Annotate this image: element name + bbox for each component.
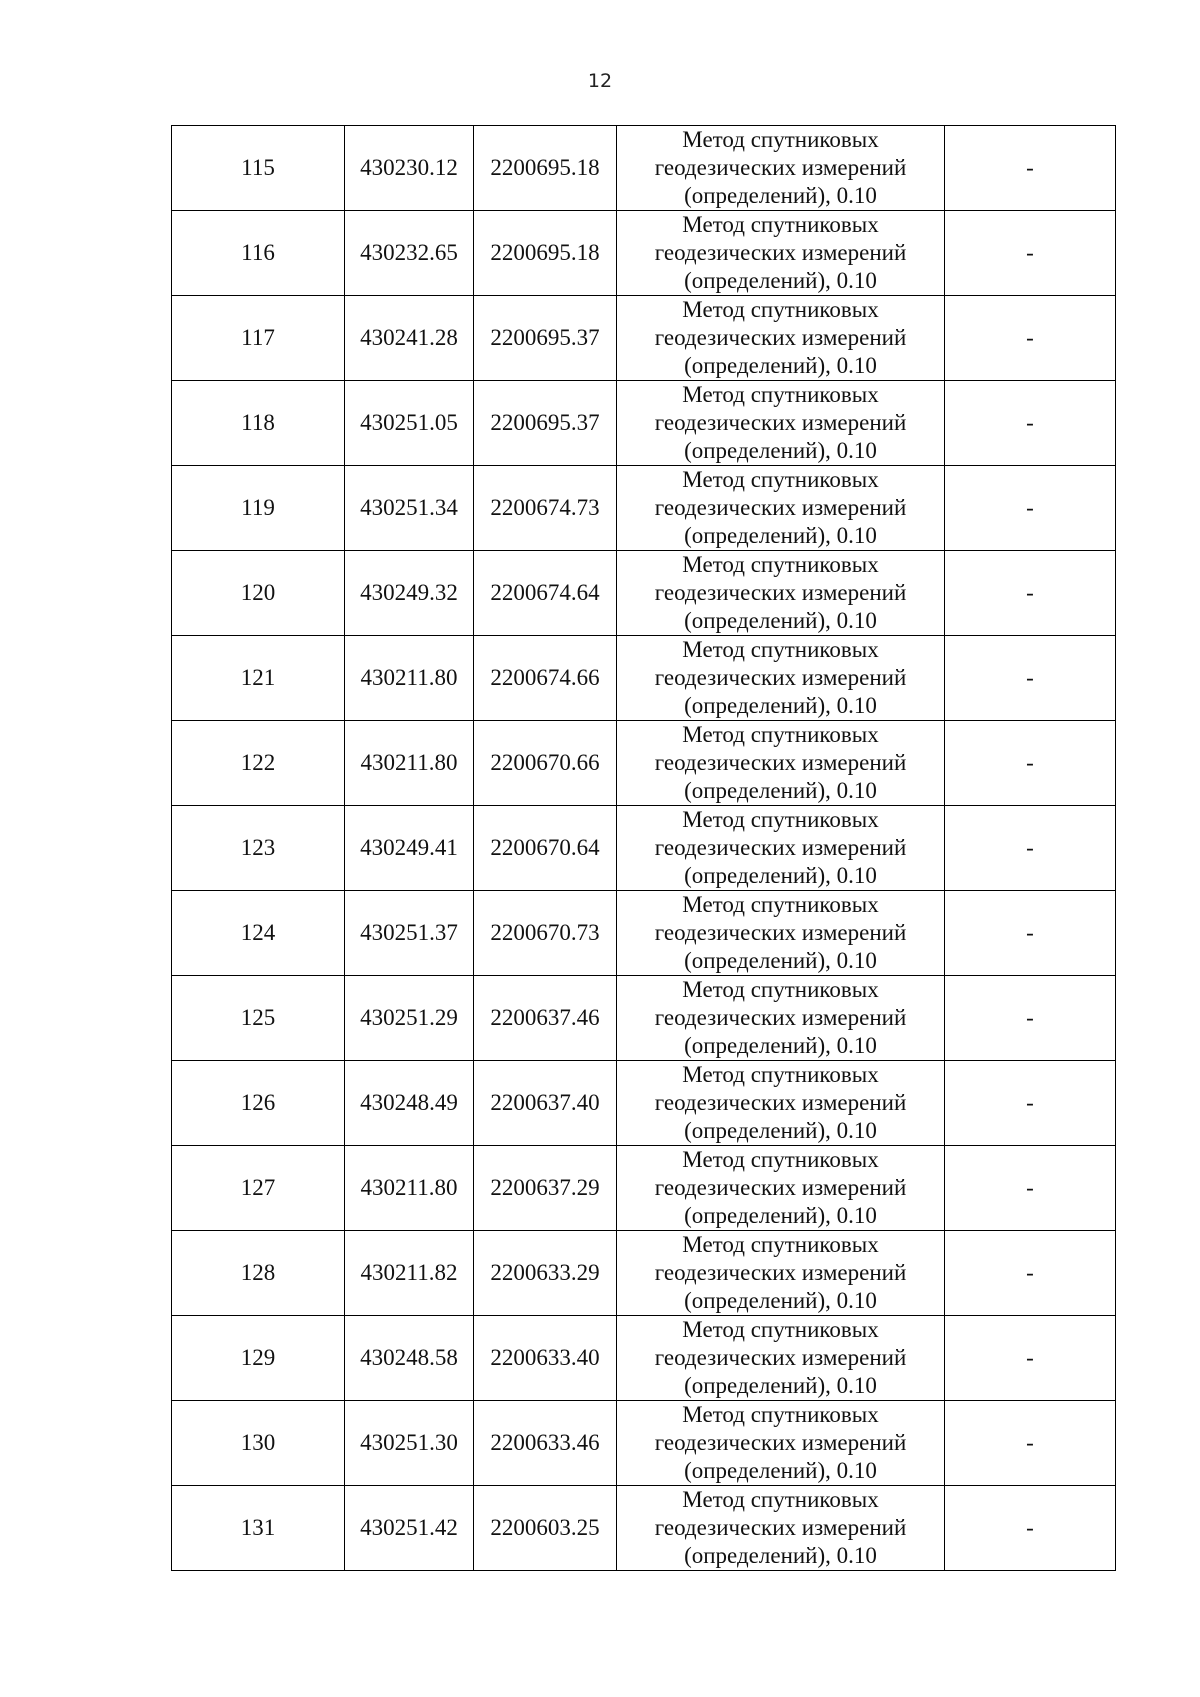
method-accuracy-cell — [617, 1061, 945, 1146]
method-line: (определений), 0.10 — [684, 523, 877, 548]
method-accuracy-cell — [617, 721, 945, 806]
method-accuracy-cell — [617, 296, 945, 381]
point-number-cell: 126 — [172, 1061, 345, 1146]
method-line: (определений), 0.10 — [684, 1373, 877, 1398]
method-line: (определений), 0.10 — [684, 1543, 877, 1568]
point-number-cell: 130 — [172, 1401, 345, 1486]
table-row — [172, 211, 1116, 296]
table-row — [172, 1486, 1116, 1571]
note-cell: - — [945, 721, 1116, 806]
y-coordinate-cell: 2200633.46 — [474, 1401, 617, 1486]
x-coordinate-cell: 430248.58 — [345, 1316, 474, 1401]
method-line: геодезических измерений — [654, 325, 907, 350]
point-number-cell: 117 — [172, 296, 345, 381]
table-row — [172, 1401, 1116, 1486]
table-row — [172, 551, 1116, 636]
method-line: геодезических измерений — [654, 155, 907, 180]
point-number-cell: 125 — [172, 976, 345, 1061]
method-line: (определений), 0.10 — [684, 863, 877, 888]
method-accuracy-cell — [617, 1231, 945, 1316]
x-coordinate-cell: 430211.80 — [345, 1146, 474, 1231]
table-row — [172, 636, 1116, 721]
method-accuracy-cell — [617, 1146, 945, 1231]
method-accuracy-cell — [617, 1316, 945, 1401]
note-cell: - — [945, 1061, 1116, 1146]
note-cell: - — [945, 1231, 1116, 1316]
y-coordinate-cell: 2200695.18 — [474, 211, 617, 296]
method-line: Метод спутниковых — [682, 1147, 879, 1172]
method-line: (определений), 0.10 — [684, 608, 877, 633]
method-line: геодезических измерений — [654, 1345, 907, 1370]
y-coordinate-cell: 2200637.40 — [474, 1061, 617, 1146]
point-number-cell: 115 — [172, 126, 345, 211]
note-cell: - — [945, 1401, 1116, 1486]
method-line: (определений), 0.10 — [684, 693, 877, 718]
y-coordinate-cell: 2200674.73 — [474, 466, 617, 551]
table-row — [172, 1146, 1116, 1231]
point-number-cell: 122 — [172, 721, 345, 806]
method-line: (определений), 0.10 — [684, 183, 877, 208]
y-coordinate-cell: 2200633.29 — [474, 1231, 617, 1316]
table-row — [172, 721, 1116, 806]
method-line: геодезических измерений — [654, 580, 907, 605]
table-row — [172, 891, 1116, 976]
point-number-cell: 120 — [172, 551, 345, 636]
method-line: (определений), 0.10 — [684, 1033, 877, 1058]
point-number-cell: 123 — [172, 806, 345, 891]
note-cell: - — [945, 466, 1116, 551]
method-line: (определений), 0.10 — [684, 1288, 877, 1313]
method-line: геодезических измерений — [654, 495, 907, 520]
method-line: Метод спутниковых — [682, 722, 879, 747]
note-cell: - — [945, 126, 1116, 211]
note-cell: - — [945, 381, 1116, 466]
method-line: (определений), 0.10 — [684, 1203, 877, 1228]
method-line: (определений), 0.10 — [684, 353, 877, 378]
method-line: Метод спутниковых — [682, 1232, 879, 1257]
method-line: Метод спутниковых — [682, 467, 879, 492]
method-line: геодезических измерений — [654, 240, 907, 265]
method-line: Метод спутниковых — [682, 297, 879, 322]
note-cell: - — [945, 1146, 1116, 1231]
method-line: (определений), 0.10 — [684, 268, 877, 293]
method-line: (определений), 0.10 — [684, 948, 877, 973]
x-coordinate-cell: 430249.32 — [345, 551, 474, 636]
note-cell: - — [945, 296, 1116, 381]
point-number-cell: 124 — [172, 891, 345, 976]
method-accuracy-cell — [617, 1401, 945, 1486]
point-number-cell: 128 — [172, 1231, 345, 1316]
method-line: (определений), 0.10 — [684, 1458, 877, 1483]
table-row — [172, 976, 1116, 1061]
method-line: Метод спутниковых — [682, 807, 879, 832]
x-coordinate-cell: 430232.65 — [345, 211, 474, 296]
method-line: геодезических измерений — [654, 410, 907, 435]
method-line: геодезических измерений — [654, 1090, 907, 1115]
x-coordinate-cell: 430211.80 — [345, 636, 474, 721]
method-line: геодезических измерений — [654, 835, 907, 860]
table-row — [172, 1231, 1116, 1316]
table-row — [172, 381, 1116, 466]
table-row — [172, 1061, 1116, 1146]
coordinates-table-body — [172, 126, 1116, 1571]
method-accuracy-cell — [617, 211, 945, 296]
method-line: геодезических измерений — [654, 1515, 907, 1540]
note-cell: - — [945, 636, 1116, 721]
y-coordinate-cell: 2200670.64 — [474, 806, 617, 891]
method-accuracy-cell — [617, 806, 945, 891]
method-line: Метод спутниковых — [682, 1317, 879, 1342]
method-line: (определений), 0.10 — [684, 778, 877, 803]
note-cell: - — [945, 1486, 1116, 1571]
y-coordinate-cell: 2200637.46 — [474, 976, 617, 1061]
table-row — [172, 1316, 1116, 1401]
method-line: (определений), 0.10 — [684, 1118, 877, 1143]
y-coordinate-cell: 2200695.18 — [474, 126, 617, 211]
point-number-cell: 118 — [172, 381, 345, 466]
method-line: Метод спутниковых — [682, 552, 879, 577]
x-coordinate-cell: 430251.34 — [345, 466, 474, 551]
method-line: Метод спутниковых — [682, 212, 879, 237]
method-accuracy-cell — [617, 381, 945, 466]
method-line: Метод спутниковых — [682, 1487, 879, 1512]
method-line: Метод спутниковых — [682, 892, 879, 917]
x-coordinate-cell: 430251.42 — [345, 1486, 474, 1571]
method-line: геодезических измерений — [654, 920, 907, 945]
y-coordinate-cell: 2200670.66 — [474, 721, 617, 806]
x-coordinate-cell: 430251.05 — [345, 381, 474, 466]
method-line: Метод спутниковых — [682, 127, 879, 152]
y-coordinate-cell: 2200670.73 — [474, 891, 617, 976]
method-line: Метод спутниковых — [682, 382, 879, 407]
point-number-cell: 119 — [172, 466, 345, 551]
x-coordinate-cell: 430248.49 — [345, 1061, 474, 1146]
y-coordinate-cell: 2200695.37 — [474, 381, 617, 466]
table-row — [172, 296, 1116, 381]
method-accuracy-cell — [617, 551, 945, 636]
x-coordinate-cell: 430251.29 — [345, 976, 474, 1061]
x-coordinate-cell: 430211.82 — [345, 1231, 474, 1316]
method-accuracy-cell — [617, 636, 945, 721]
method-accuracy-cell — [617, 126, 945, 211]
x-coordinate-cell: 430241.28 — [345, 296, 474, 381]
method-line: Метод спутниковых — [682, 977, 879, 1002]
x-coordinate-cell: 430251.37 — [345, 891, 474, 976]
method-line: (определений), 0.10 — [684, 438, 877, 463]
note-cell: - — [945, 211, 1116, 296]
method-line: геодезических измерений — [654, 1430, 907, 1455]
table-row — [172, 806, 1116, 891]
x-coordinate-cell: 430249.41 — [345, 806, 474, 891]
method-line: Метод спутниковых — [682, 1402, 879, 1427]
x-coordinate-cell: 430211.80 — [345, 721, 474, 806]
method-accuracy-cell — [617, 976, 945, 1061]
y-coordinate-cell: 2200695.37 — [474, 296, 617, 381]
table-row — [172, 126, 1116, 211]
method-accuracy-cell — [617, 1486, 945, 1571]
coordinates-table — [171, 125, 1116, 1571]
point-number-cell: 116 — [172, 211, 345, 296]
method-line: геодезических измерений — [654, 1260, 907, 1285]
method-line: Метод спутниковых — [682, 1062, 879, 1087]
method-line: геодезических измерений — [654, 1005, 907, 1030]
point-number-cell: 129 — [172, 1316, 345, 1401]
point-number-cell: 127 — [172, 1146, 345, 1231]
point-number-cell: 121 — [172, 636, 345, 721]
note-cell: - — [945, 806, 1116, 891]
method-accuracy-cell — [617, 466, 945, 551]
note-cell: - — [945, 551, 1116, 636]
y-coordinate-cell: 2200674.64 — [474, 551, 617, 636]
y-coordinate-cell: 2200637.29 — [474, 1146, 617, 1231]
y-coordinate-cell: 2200603.25 — [474, 1486, 617, 1571]
point-number-cell: 131 — [172, 1486, 345, 1571]
note-cell: - — [945, 891, 1116, 976]
method-line: геодезических измерений — [654, 665, 907, 690]
page-number: 12 — [587, 70, 613, 92]
y-coordinate-cell: 2200674.66 — [474, 636, 617, 721]
table-row — [172, 466, 1116, 551]
method-line: Метод спутниковых — [682, 637, 879, 662]
x-coordinate-cell: 430251.30 — [345, 1401, 474, 1486]
method-accuracy-cell — [617, 891, 945, 976]
note-cell: - — [945, 976, 1116, 1061]
method-line: геодезических измерений — [654, 1175, 907, 1200]
method-line: геодезических измерений — [654, 750, 907, 775]
x-coordinate-cell: 430230.12 — [345, 126, 474, 211]
note-cell: - — [945, 1316, 1116, 1401]
y-coordinate-cell: 2200633.40 — [474, 1316, 617, 1401]
